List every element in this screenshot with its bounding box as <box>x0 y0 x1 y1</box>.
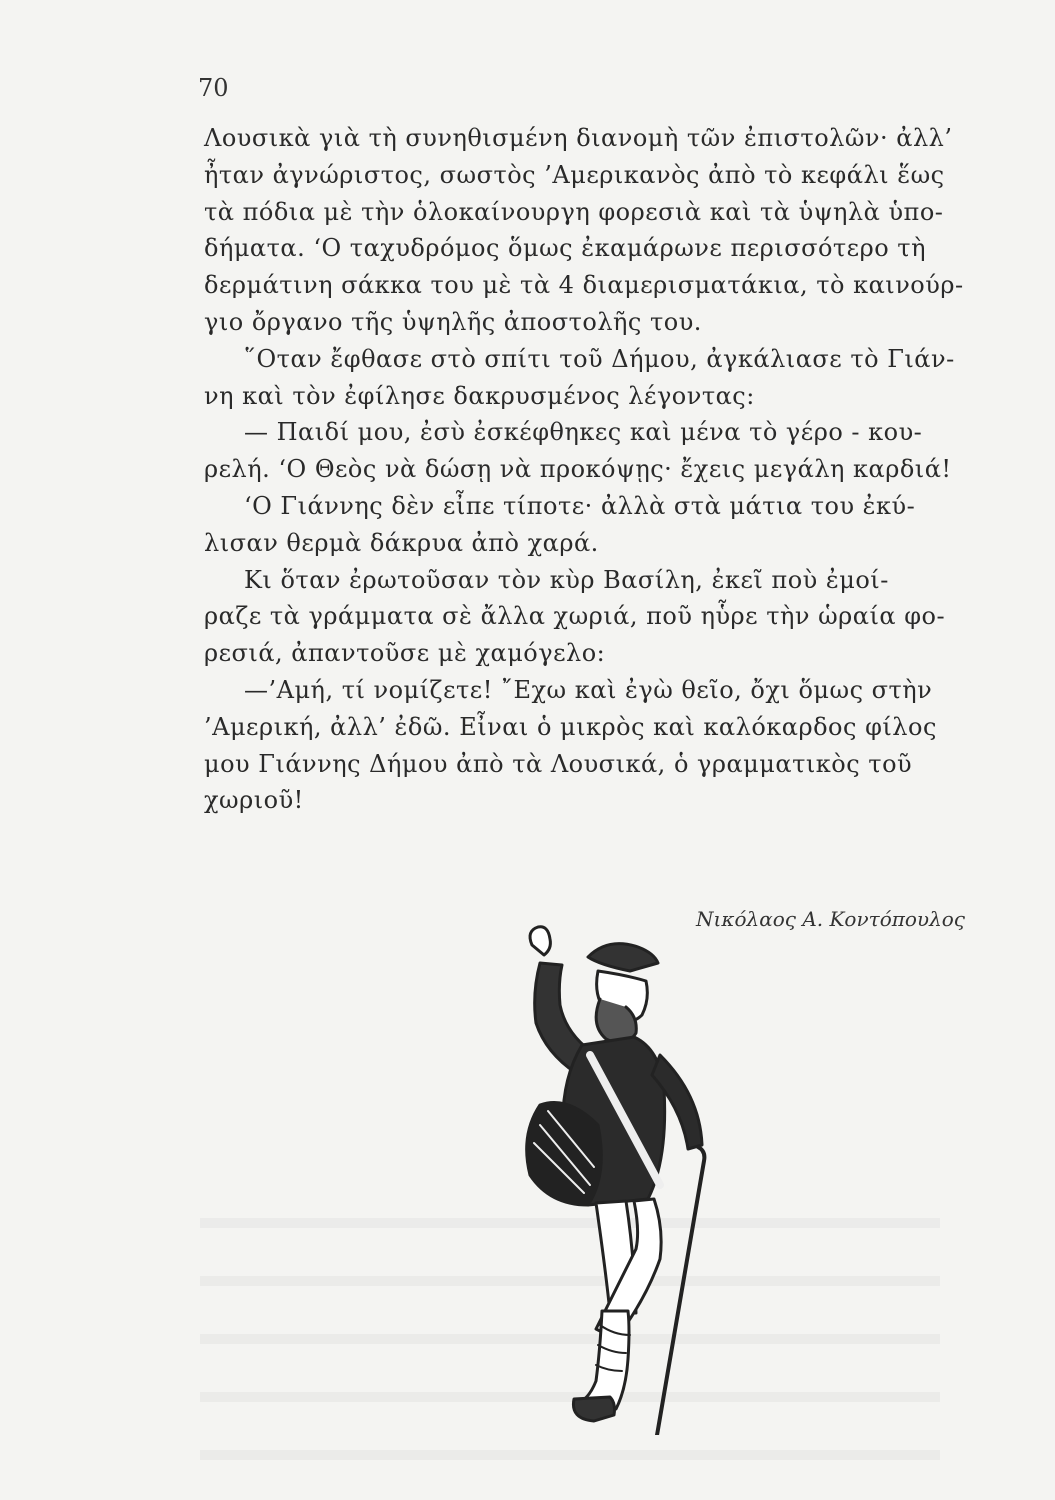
text-line: ραζε τὰ γράμματα σὲ ἄλλα χωριά, ποῦ ηὗρε τὴν ὡραία φο- <box>204 602 946 631</box>
author-signature: Νικόλαος Α. Κοντόπουλος <box>696 907 965 931</box>
text-line: Λουσικὰ γιὰ τὴ συνηθισμένη διανομὴ τῶν ἐπιστολῶν· ἀλλ’ <box>204 124 953 152</box>
text-line: δερμάτινη σάκκα του μὲ τὰ 4 διαμερισματάκια, τὸ καινούρ- <box>204 271 964 300</box>
text-line: ρελή. ‘Ο Θεὸς νὰ δώσῃ νὰ προκόψῃς· ἔχεις μεγάλη καρδιά! <box>204 455 952 484</box>
text-line: τὰ πόδια μὲ τὴν ὁλοκαίνουργη φορεσιὰ καὶ τὰ ὑψηλὰ ὑπο- <box>204 197 944 226</box>
text-line: λισαν θερμὰ δάκρυα ἀπὸ χαρά. <box>204 528 599 557</box>
text-line: Κι ὅταν ἐρωτοῦσαν τὸν κὺρ Βασίλη, ἐκεῖ ποὺ ἐμοί- <box>244 565 889 594</box>
text-line: ‘Ο Γιάννης δὲν εἶπε τίποτε· ἀλλὰ στὰ μάτια του ἐκύ- <box>244 491 916 520</box>
body-text <box>204 120 1020 819</box>
text-line: —’Αμή, τί νομίζετε! ῎Εχω καὶ ἐγὼ θεῖο, ὄχι ὅμως στὴν <box>244 675 933 704</box>
text-line: — Παιδί μου, ἐσὺ ἐσκέφθηκες καὶ μένα τὸ γέρο - κου- <box>244 418 923 447</box>
text-line: γιο ὄργανο τῆς ὑψηλῆς ἀποστολῆς του. <box>204 307 702 336</box>
text-line: δήματα. ‘Ο ταχυδρόμος ὅμως ἐκαμάρωνε περισσότερο τὴ <box>204 234 926 263</box>
text-line: ρεσιά, ἀπαντοῦσε μὲ χαμόγελο: <box>204 639 606 668</box>
text-line: χωριοῦ! <box>204 786 304 815</box>
mail-carrier-illustration <box>470 915 790 1435</box>
text-line: ἦταν ἀγνώριστος, σωστὸς ’Αμερικανὸς ἀπὸ τὸ κεφάλι ἕως <box>204 160 945 189</box>
text-line: ῞Οταν ἔφθασε στὸ σπίτι τοῦ Δήμου, ἀγκάλιασε τὸ Γιάν- <box>244 344 955 373</box>
page-number: 70 <box>198 74 229 102</box>
text-line: ’Αμερική, ἀλλ’ ἐδῶ. Εἶναι ὁ μικρὸς καὶ καλόκαρδος φίλος <box>204 712 937 741</box>
text-line: νη καὶ τὸν ἐφίλησε δακρυσμένος λέγοντας: <box>204 381 755 410</box>
text-line: μου Γιάννης Δήμου ἀπὸ τὰ Λουσικά, ὁ γραμματικὸς τοῦ <box>204 749 913 778</box>
